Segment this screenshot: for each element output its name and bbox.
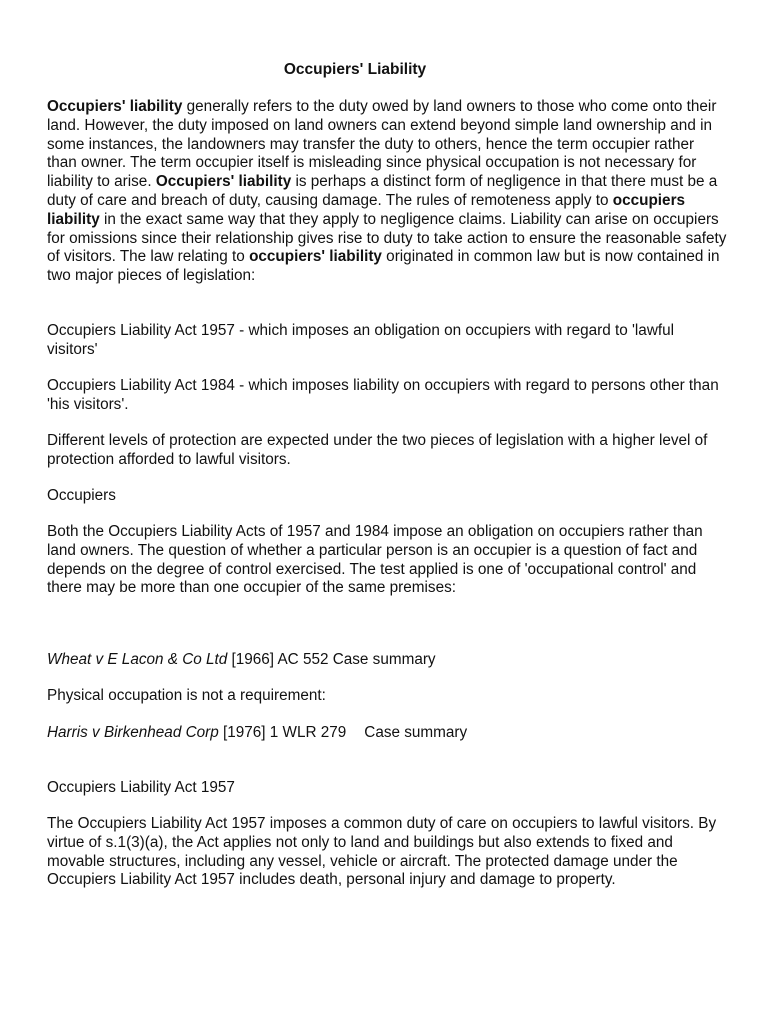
intro-bold-term: occupiers liability [47,191,686,228]
intro-bold-term: Occupiers' liability [155,173,292,191]
protection-paragraph: Different levels of protection are expected under the two pieces of legislation with a higher level of protection afforded to lawful visitors. [47,432,708,468]
act-1957-heading: Occupiers Liability Act 1957 [47,779,235,796]
act-1984-line: Occupiers Liability Act 1984 - which imposes liability on occupiers with regard to persons other than 'his visitors'. [47,377,719,413]
case-harris [47,724,727,743]
case-name: Wheat v E Lacon & Co Ltd [47,651,228,668]
document-title: Occupiers' Liability [283,61,427,78]
intro-bold-term: Occupiers' liability [47,98,183,115]
intro-text: in the exact same way that they apply to negligence claims. Liability can arise on occupiers for omissions since their relationship gives rise to duty to take action to ensure the reasonable safety of visitors. The law relating to [47,210,727,266]
occupiers-heading: Occupiers [47,487,116,504]
intro-text: generally refers to the duty owed by land owners to those who come onto their land. However, the duty imposed on land owners can extend beyond simple land ownership and in some instances, the landowners may transfer the duty to others, hence the term occupier rather than owner. The term occupier itself is misleading since physical occupation is not necessary for liability to arise. [47,98,717,191]
act-1957-paragraph: The Occupiers Liability Act 1957 imposes a common duty of care on occupiers to lawful visitors. By virtue of s.1(3)(a), the Act applies not only to land and buildings but also extends to fixed and movable structures, including any vessel, vehicle or aircraft. The protected damage under the Occupiers Liability Act 1957 includes death, personal injury and damage to property. [47,815,717,889]
intro-bold-term: occupiers' liability [249,248,382,266]
occupiers-paragraph: Both the Occupiers Liability Acts of 1957 and 1984 impose an obligation on occupiers rather than land owners. The question of whether a particular person is an occupier is a question of fact and depends on the degree of control exercised. The test applied is one of 'occupational control' and there may be more than one occupier of the same premises: [47,523,703,597]
physical-occupation-line: Physical occupation is not a requirement: [47,687,326,704]
intro-text: originated in common law but is now contained in two major pieces of legislation: [47,248,720,285]
case-citation: [1966] AC 552 Case summary [227,651,436,668]
case-name: Harris v Birkenhead Corp [47,724,219,741]
intro-paragraph [47,98,727,286]
case-citation: [1976] 1 WLR 279 [218,724,347,741]
case-wheat [47,651,727,670]
intro-text: is perhaps a distinct form of negligence in that there must be a duty of care and breach of duty, causing damage. The rules of remoteness apply to [47,173,718,209]
case-summary-label: Case summary [364,724,468,741]
act-1957-line: Occupiers Liability Act 1957 - which imposes an obligation on occupiers with regard to 'lawful visitors' [47,322,675,358]
